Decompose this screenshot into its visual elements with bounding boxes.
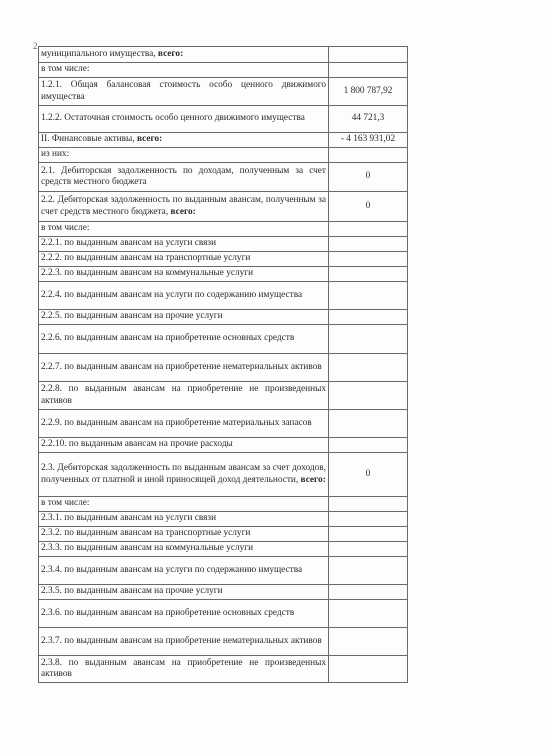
row-label-text: в том числе: xyxy=(41,223,90,234)
table-row xyxy=(39,63,408,78)
row-value xyxy=(329,267,408,282)
row-label-text: 2.1. Дебиторская задолженность по доходам, полученным за счет средств местного бюджета xyxy=(41,165,326,187)
row-label-text: 2.2.4. по выданным авансам на услуги по содержанию имущества xyxy=(41,289,303,300)
row-label-text: 1.2.2. Остаточная стоимость особо ценного движимого имущества xyxy=(41,113,305,124)
row-label xyxy=(39,600,329,628)
row-label-text: 2.2.6. по выданным авансам на приобретение основных средств xyxy=(41,333,295,344)
row-label-text: в том числе: xyxy=(41,64,90,75)
row-value xyxy=(329,628,408,656)
table-row xyxy=(39,512,408,527)
table-row xyxy=(39,628,408,656)
row-label-text: 2.3.1. по выданным авансам на услуги связи xyxy=(41,513,217,524)
row-label xyxy=(39,325,329,354)
row-value xyxy=(329,438,408,453)
table-row xyxy=(39,310,408,325)
row-label-total: всего: xyxy=(155,48,184,59)
row-label xyxy=(39,497,329,512)
row-label-text: 2.2.3. по выданным авансам на коммунальные услуги xyxy=(41,268,254,279)
row-label xyxy=(39,354,329,382)
table-row xyxy=(39,557,408,585)
row-value: 0 xyxy=(329,163,408,192)
row-label xyxy=(39,527,329,542)
row-value: 0 xyxy=(329,192,408,222)
row-value xyxy=(329,47,408,63)
row-value: 44 721,3 xyxy=(329,106,408,133)
table-body xyxy=(39,47,408,683)
row-label xyxy=(39,453,329,497)
row-label-text: 2.3.2. по выданным авансам на транспортные услуги xyxy=(41,528,251,539)
row-value xyxy=(329,382,408,410)
table-row xyxy=(39,133,408,148)
table-row xyxy=(39,542,408,557)
table-row xyxy=(39,237,408,252)
row-label xyxy=(39,512,329,527)
corner-mark: 2 xyxy=(33,41,38,51)
row-label-text: 2.3.7. по выданным авансам на приобретение нематериальных активов xyxy=(41,635,322,646)
row-label xyxy=(39,106,329,133)
table-row xyxy=(39,527,408,542)
row-label xyxy=(39,252,329,267)
row-value: 1 800 787,92 xyxy=(329,78,408,106)
row-value xyxy=(329,542,408,557)
row-value xyxy=(329,237,408,252)
table-row xyxy=(39,282,408,310)
row-label-text: 2.2.10. по выданным авансам на прочие расходы xyxy=(41,439,233,450)
table-row xyxy=(39,438,408,453)
row-label-text: 2.3.8. по выданным авансам на приобретение не произведенных активов xyxy=(41,657,326,679)
row-label xyxy=(39,438,329,453)
table-row xyxy=(39,78,408,106)
row-label xyxy=(39,267,329,282)
row-label-total: всего: xyxy=(168,206,196,217)
row-label-text: 2.2. Дебиторская задолженность по выданным авансам, полученным за счет средств местного бюджета, xyxy=(41,195,326,217)
row-value xyxy=(329,600,408,628)
table-row xyxy=(39,585,408,600)
table-row xyxy=(39,267,408,282)
row-value xyxy=(329,557,408,585)
row-value xyxy=(329,354,408,382)
row-value xyxy=(329,310,408,325)
table-row xyxy=(39,325,408,354)
row-value xyxy=(329,527,408,542)
row-value xyxy=(329,410,408,438)
row-label-text: 2.2.7. по выданным авансам на приобретение нематериальных активов xyxy=(41,361,322,372)
row-label-text: 1.2.1. Общая балансовая стоимость особо ценного движимого имущества xyxy=(41,80,326,102)
table-row xyxy=(39,410,408,438)
table-row xyxy=(39,252,408,267)
row-label xyxy=(39,557,329,585)
row-label xyxy=(39,282,329,310)
table-row xyxy=(39,453,408,497)
row-label-text: в том числе: xyxy=(41,498,90,509)
table-row xyxy=(39,148,408,163)
row-label xyxy=(39,63,329,78)
row-label xyxy=(39,237,329,252)
row-label xyxy=(39,585,329,600)
row-label-text: из них: xyxy=(41,149,70,160)
table-row xyxy=(39,354,408,382)
row-label xyxy=(39,148,329,163)
row-value: - 4 163 931,02 xyxy=(329,133,408,148)
row-label xyxy=(39,310,329,325)
row-value xyxy=(329,282,408,310)
row-label xyxy=(39,656,329,683)
table-row xyxy=(39,222,408,237)
table-row xyxy=(39,47,408,63)
row-label xyxy=(39,382,329,410)
row-label xyxy=(39,163,329,192)
row-value xyxy=(329,497,408,512)
financial-report-table xyxy=(38,46,408,683)
row-label-text: 2.2.5. по выданным авансам на прочие услуги xyxy=(41,311,223,322)
row-value xyxy=(329,63,408,78)
row-label-text: II. Финансовые активы, xyxy=(41,134,135,145)
row-label-text: 2.3. Дебиторская задолженность по выданным авансам за счет доходов, полученных от платной и иной приносящей доход деятельности, xyxy=(41,463,326,485)
row-label xyxy=(39,628,329,656)
row-label xyxy=(39,222,329,237)
row-label xyxy=(39,133,329,148)
row-label xyxy=(39,192,329,222)
row-label xyxy=(39,542,329,557)
row-value xyxy=(329,656,408,683)
row-label-text: 2.2.9. по выданным авансам на приобретение материальных запасов xyxy=(41,417,312,428)
table-row xyxy=(39,192,408,222)
row-value xyxy=(329,252,408,267)
row-label-text: 2.3.3. по выданным авансам на коммунальные услуги xyxy=(41,543,254,554)
row-label-text: 2.3.4. по выданным авансам на услуги по содержанию имущества xyxy=(41,564,303,575)
row-label-text: 2.2.1. по выданным авансам на услуги связи xyxy=(41,238,217,249)
table-row xyxy=(39,106,408,133)
row-value xyxy=(329,222,408,237)
row-value xyxy=(329,148,408,163)
table-row xyxy=(39,656,408,683)
row-label-text: 2.3.6. по выданным авансам на приобретение основных средств xyxy=(41,607,295,618)
table-row xyxy=(39,600,408,628)
row-value xyxy=(329,325,408,354)
table-row xyxy=(39,163,408,192)
row-label xyxy=(39,78,329,106)
row-label-total: всего: xyxy=(298,474,326,485)
table-row xyxy=(39,382,408,410)
row-label-text: 2.3.5. по выданным авансам на прочие услуги xyxy=(41,586,223,597)
row-value xyxy=(329,585,408,600)
row-label xyxy=(39,410,329,438)
row-label-text: 2.2.2. по выданным авансам на транспортные услуги xyxy=(41,253,251,264)
row-label-total: всего: xyxy=(134,134,163,145)
row-label-text: муниципального имущества, xyxy=(41,48,156,59)
row-value: 0 xyxy=(329,453,408,497)
row-label xyxy=(39,47,329,63)
table-row xyxy=(39,497,408,512)
row-label-text: 2.2.8. по выданным авансам на приобретение не произведенных активов xyxy=(41,384,326,406)
row-value xyxy=(329,512,408,527)
